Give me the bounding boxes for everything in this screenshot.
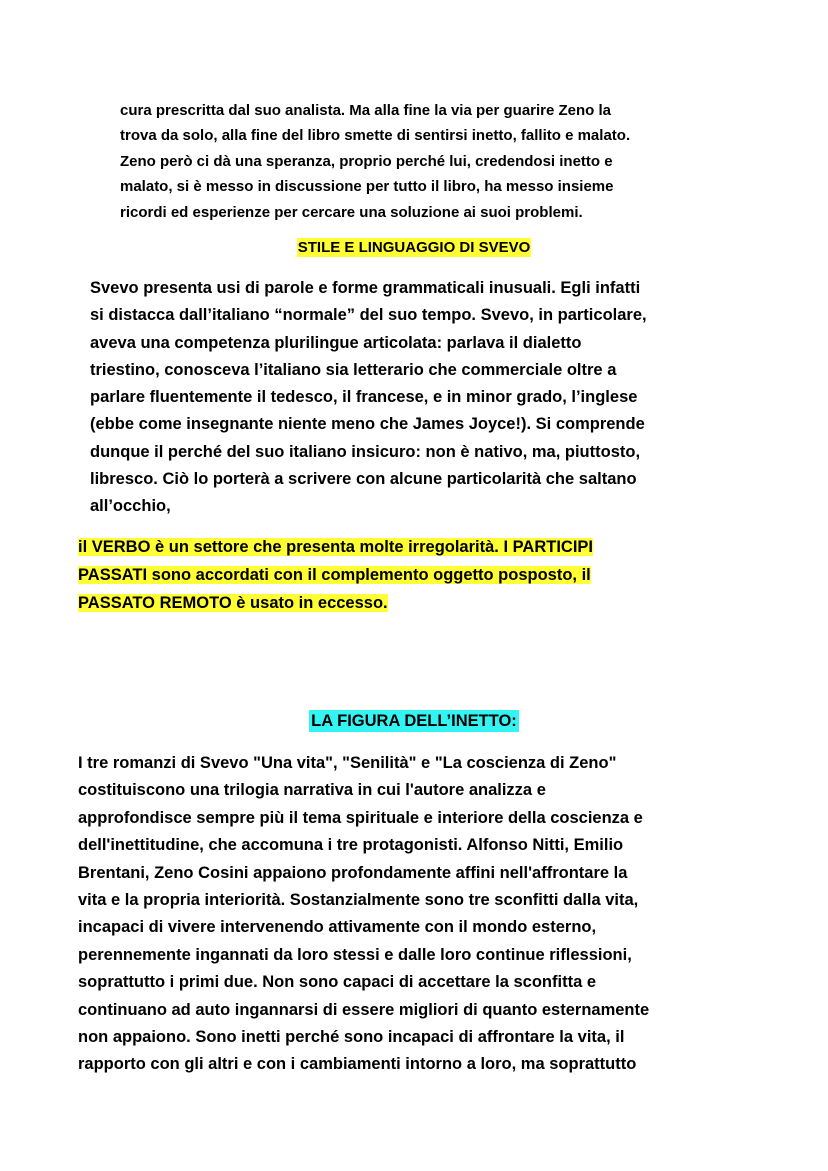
text-line: aveva una competenza plurilingue articolata: parlava il dialetto [90, 333, 582, 352]
text-line: I tre romanzi di Svevo "Una vita", "Senilità" e "La coscienza di Zeno" [78, 754, 617, 772]
text-line: (ebbe come insegnante niente meno che James Joyce!). Si comprende [90, 415, 645, 434]
text-line: trova da solo, alla fine del libro smette di sentirsi inetto, fallito e malato. [120, 127, 631, 145]
section-heading-figura [0, 708, 828, 734]
intro-paragraph [120, 98, 760, 225]
text-line: libresco. Ciò lo porterà a scrivere con alcune particolarità che saltano [90, 470, 637, 489]
text-line: Svevo presenta usi di parole e forme grammaticali inusuali. Egli infatti [90, 279, 641, 297]
text-line: continuano ad auto ingannarsi di essere migliori di quanto esternamente [78, 1000, 650, 1019]
section-heading-figura-text: LA FIGURA DELL’INETTO: [311, 712, 517, 730]
text-line: Brentani, Zeno Cosini appaiono profondamente affini nell'affrontare la [78, 863, 628, 882]
text-line: perennemente ingannati da loro stessi e dalle loro continue riflessioni, [78, 945, 632, 964]
text-line: all’occhio, [90, 497, 171, 516]
figura-paragraph [78, 750, 778, 1079]
text-line: malato, si è messo in discussione per tutto il libro, ha messo insieme [120, 178, 614, 196]
text-line: rapporto con gli altri e con i cambiamenti intorno a loro, ma soprattutto [78, 1055, 637, 1074]
section-heading-stile [0, 237, 828, 259]
text-line: si distacca dall’italiano “normale” del suo tempo. Svevo, in particolare, [90, 306, 647, 325]
highlighted-text-line: il VERBO è un settore che presenta molte irregolarità. I PARTICIPI [78, 538, 593, 556]
text-line: dell'inettitudine, che accomuna i tre protagonisti. Alfonso Nitti, Emilio [78, 836, 624, 855]
text-line: approfondisce sempre più il tema spirituale e interiore della coscienza e [78, 808, 643, 827]
text-line: incapaci di vivere intervenendo attivamente con il mondo esterno, [78, 918, 597, 937]
text-line: dunque il perché del suo italiano insicuro: non è nativo, ma, piuttosto, [90, 442, 641, 461]
text-line: triestino, conosceva l’italiano sia letterario che commerciale oltre a [90, 360, 617, 379]
verbo-highlight-paragraph [78, 533, 768, 617]
text-line: cura prescritta dal suo analista. Ma alla fine la via per guarire Zeno la [120, 102, 612, 119]
section-heading-stile-text: STILE E LINGUAGGIO DI SVEVO [297, 239, 531, 256]
text-line: soprattutto i primi due. Non sono capaci di accettare la sconfitta e [78, 973, 597, 992]
text-line: Zeno però ci dà una speranza, proprio perché lui, credendosi inetto e [120, 152, 613, 170]
text-line: parlare fluentemente il tedesco, il francese, e in minor grado, l’inglese [90, 388, 638, 407]
text-line: ricordi ed esperienze per cercare una soluzione ai suoi problemi. [120, 203, 583, 221]
text-line: non appaiono. Sono inetti perché sono incapaci di affrontare la vita, il [78, 1028, 625, 1047]
text-line: costituiscono una trilogia narrativa in cui l'autore analizza e [78, 781, 546, 800]
text-line: vita e la propria interiorità. Sostanzialmente sono tre sconfitti dalla vita, [78, 891, 639, 910]
highlighted-text-line: PASSATO REMOTO è usato in eccesso. [78, 594, 388, 612]
highlighted-text-line: PASSATI sono accordati con il complemento oggetto posposto, il [78, 566, 591, 584]
stile-paragraph [90, 275, 770, 521]
